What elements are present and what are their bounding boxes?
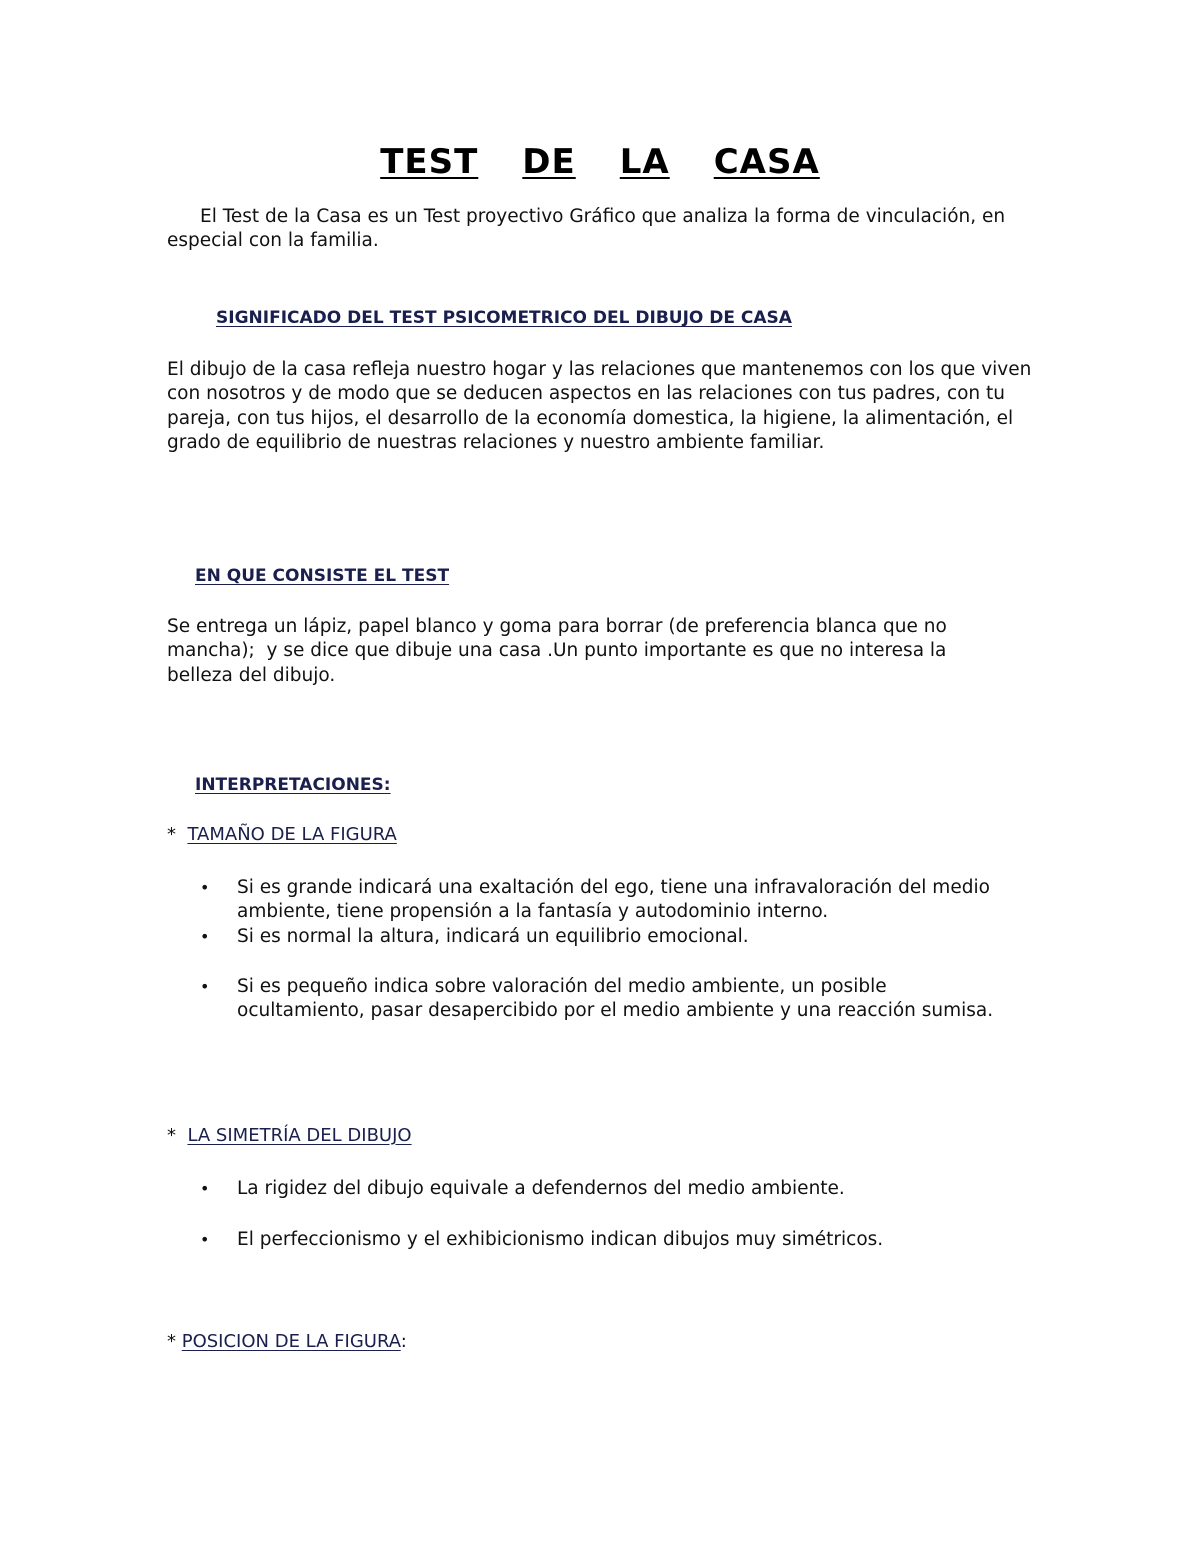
posicion-label: POSICION DE LA FIGURA xyxy=(181,1331,401,1352)
posicion-suffix: : xyxy=(400,1331,407,1352)
tamano-label: TAMAÑO DE LA FIGURA xyxy=(187,824,397,845)
interpretaciones-heading: INTERPRETACIONES: xyxy=(195,775,391,795)
intro-paragraph: El Test de la Casa es un Test proyectivo Gráfico que analiza la forma de vinculación, en especial con la familia. xyxy=(167,206,1011,252)
bullet-icon: • xyxy=(200,878,210,897)
bullet-icon: • xyxy=(200,1179,210,1198)
title-word-de: DE xyxy=(522,142,576,182)
tamano-subheading xyxy=(167,824,397,845)
bullet-icon: • xyxy=(200,927,210,946)
consiste-paragraph: Se entrega un lápiz, papel blanco y goma para borrar (de preferencia blanca que no mancha); y se dice que dibuje una casa .Un punto importante es que no interesa la belleza del dibujo. xyxy=(167,616,953,686)
list-item xyxy=(200,876,1020,925)
title-word-casa: CASA xyxy=(713,142,820,182)
simetria-subheading xyxy=(167,1125,412,1146)
list-item-text: La rigidez del dibujo equivale a defendernos del medio ambiente. xyxy=(237,1178,845,1199)
list-item xyxy=(200,1228,1020,1252)
consiste-heading: EN QUE CONSISTE EL TEST xyxy=(195,566,450,586)
title-word-la: LA xyxy=(619,142,670,182)
star-marker: * xyxy=(167,824,176,845)
star-marker: * xyxy=(167,1125,176,1146)
list-item xyxy=(200,975,1020,1024)
list-item xyxy=(200,1177,1020,1201)
list-item xyxy=(200,925,1020,949)
simetria-label: LA SIMETRÍA DEL DIBUJO xyxy=(187,1125,412,1146)
star-marker: * xyxy=(167,1331,176,1352)
list-item-text: Si es normal la altura, indicará un equilibrio emocional. xyxy=(237,926,749,947)
list-item-text: El perfeccionismo y el exhibicionismo indican dibujos muy simétricos. xyxy=(237,1229,884,1250)
title-word-test: TEST xyxy=(380,142,479,182)
bullet-icon: • xyxy=(200,977,210,996)
list-item-text: Si es grande indicará una exaltación del ego, tiene una infravaloración del medio ambiente, tiene propensión a la fantasía y autodominio interno. xyxy=(237,877,990,923)
significado-heading: SIGNIFICADO DEL TEST PSICOMETRICO DEL DIBUJO DE CASA xyxy=(216,308,792,328)
page-title xyxy=(0,142,1200,182)
significado-paragraph: El dibujo de la casa refleja nuestro hogar y las relaciones que mantenemos con los que viven con nosotros y de modo que se deducen aspectos en las relaciones con tus padres, con tu pareja, con tus hijos, el desarrollo de la economía domestica, la higiene, la alimentación, el grado de equilibrio de nuestras relaciones y nuestro ambiente familiar. xyxy=(167,359,1038,454)
bullet-icon: • xyxy=(200,1230,210,1249)
list-item-text: Si es pequeño indica sobre valoración del medio ambiente, un posible ocultamiento, pasar desapercibido por el medio ambiente y una reacción sumisa. xyxy=(237,976,994,1022)
posicion-subheading xyxy=(167,1331,407,1352)
